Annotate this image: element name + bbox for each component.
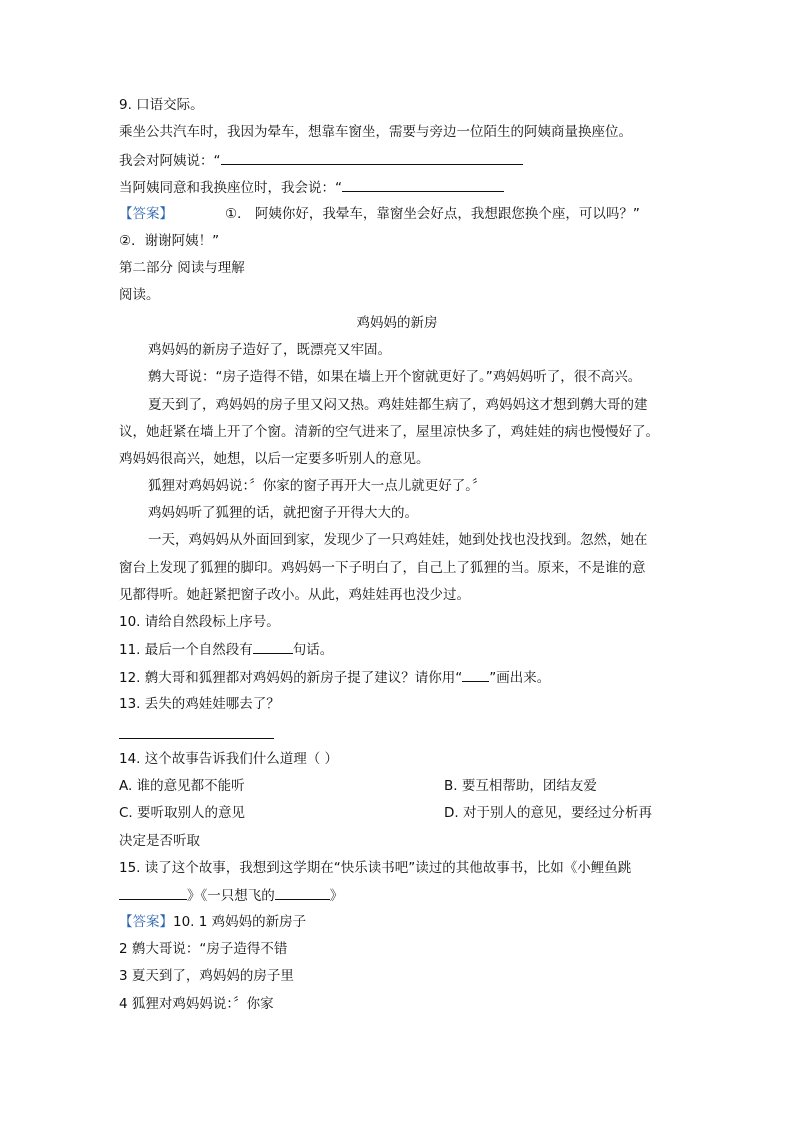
story-line: 鸡妈妈很高兴，她想，以后一定要多听别人的意见。 [119, 451, 430, 467]
answer-line: 2 鹩大哥说：“房子造得不错 [119, 941, 288, 957]
q12 [119, 668, 550, 687]
answer-line: 10. 1 鸡妈妈的新房子 [173, 914, 307, 930]
q14-option-c[interactable]: C. 要听取别人的意见 [119, 805, 246, 821]
q15-end: 》 [329, 888, 344, 904]
story-line: 见都得听。她赶紧把窗子改小。从此，鸡娃娃再也没少过。 [119, 587, 470, 603]
q15-blank2[interactable] [275, 886, 330, 900]
q9-blank1[interactable] [221, 151, 523, 165]
story-line: 鸡妈妈听了狐狸的话，就把窗子开得大大的。 [148, 505, 418, 521]
q9-prompt2-text: 当阿姨同意和我换座位时，我会说：“ [119, 180, 342, 196]
story-line: 窗台上发现了狐狸的脚印。鸡妈妈一下子明白了，自己上了狐狸的当。原来，不是谁的意 [119, 560, 646, 576]
q12-blank[interactable] [462, 668, 489, 682]
q9-answer [119, 205, 640, 223]
answers-first [119, 913, 306, 931]
q12-text-after: ”画出来。 [489, 670, 551, 686]
q11-text-after: 句话。 [292, 642, 334, 658]
q9-answer2: ②．谢谢阿姨！” [119, 233, 220, 249]
q15: 15. 读了这个故事，我想到这学期在“快乐读书吧”读过的其他故事书，比如《小鲤鱼跳 [119, 860, 632, 876]
story-title: 鸡妈妈的新房 [356, 315, 438, 331]
q10: 10. 请给自然段标上序号。 [119, 614, 280, 630]
q13-answer-line[interactable] [119, 738, 274, 739]
answer-tag: 【答案】 [119, 914, 173, 930]
q9-scenario: 乘坐公共汽车时，我因为晕车，想靠车窗坐，需要与旁边一位陌生的阿姨商量换座位。 [119, 124, 632, 140]
reading-instruction: 阅读。 [119, 287, 160, 303]
q9-prompt2 [119, 178, 504, 197]
q15-blank1[interactable] [119, 886, 187, 900]
story-line: 狐狸对鸡妈妈说：〞你家的窗子再开大一点儿就更好了。〞 [148, 478, 486, 494]
q9-blank2[interactable] [342, 178, 504, 192]
story-line: 议，她赶紧在墙上开了个窗。清新的空气进来了，屋里凉快多了，鸡娃娃的病也慢慢好了。 [119, 424, 659, 440]
story-line: 夏天到了，鸡妈妈的房子里又闷又热。鸡娃娃都生病了，鸡妈妈这才想到鹩大哥的建 [148, 397, 648, 413]
story-line: 一天，鸡妈妈从外面回到家，发现少了一只鸡娃娃，她到处找也没找到。忽然，她在 [148, 532, 648, 548]
q15-mid: 》《一只想飞的 [187, 888, 275, 904]
q9-prompt1-text: 我会对阿姨说：“ [119, 153, 221, 169]
q9-answer1: ①． 阿姨你好，我晕车，靠窗坐会好点，我想跟您换个座，可以吗？” [225, 206, 640, 222]
q12-text: 12. 鹩大哥和狐狸都对鸡妈妈的新房子提了建议？请你用“ [119, 670, 463, 686]
q15-line2 [119, 886, 343, 905]
story-line: 鹩大哥说：“房子造得不错，如果在墙上开个窗就更好了。”鸡妈妈听了，很不高兴。 [148, 369, 642, 385]
q14-option-b[interactable]: B. 要互相帮助，团结友爱 [444, 778, 597, 794]
q14-option-d[interactable]: D. 对于别人的意见，要经过分析再 [444, 805, 652, 821]
q14-option-a[interactable]: A. 谁的意见都不能听 [119, 778, 245, 794]
q14-option-d-continued: 决定是否听取 [119, 833, 200, 849]
answer-tag: 【答案】 [119, 206, 173, 222]
story-line: 鸡妈妈的新房子造好了，既漂亮又牢固。 [148, 342, 391, 358]
answer-line: 3 夏天到了，鸡妈妈的房子里 [119, 968, 294, 984]
q9-title: 9. 口语交际。 [119, 97, 204, 113]
q11-text: 11. 最后一个自然段有 [119, 642, 253, 658]
q14: 14. 这个故事告诉我们什么道理（ ） [119, 751, 339, 767]
q13: 13. 丢失的鸡娃娃哪去了？ [119, 696, 280, 712]
q11 [119, 640, 333, 659]
part2-heading: 第二部分 阅读与理解 [119, 260, 245, 276]
q9-prompt1 [119, 151, 523, 170]
q11-blank[interactable] [253, 640, 293, 654]
answer-line: 4 狐狸对鸡妈妈说：〞你家 [119, 996, 274, 1012]
